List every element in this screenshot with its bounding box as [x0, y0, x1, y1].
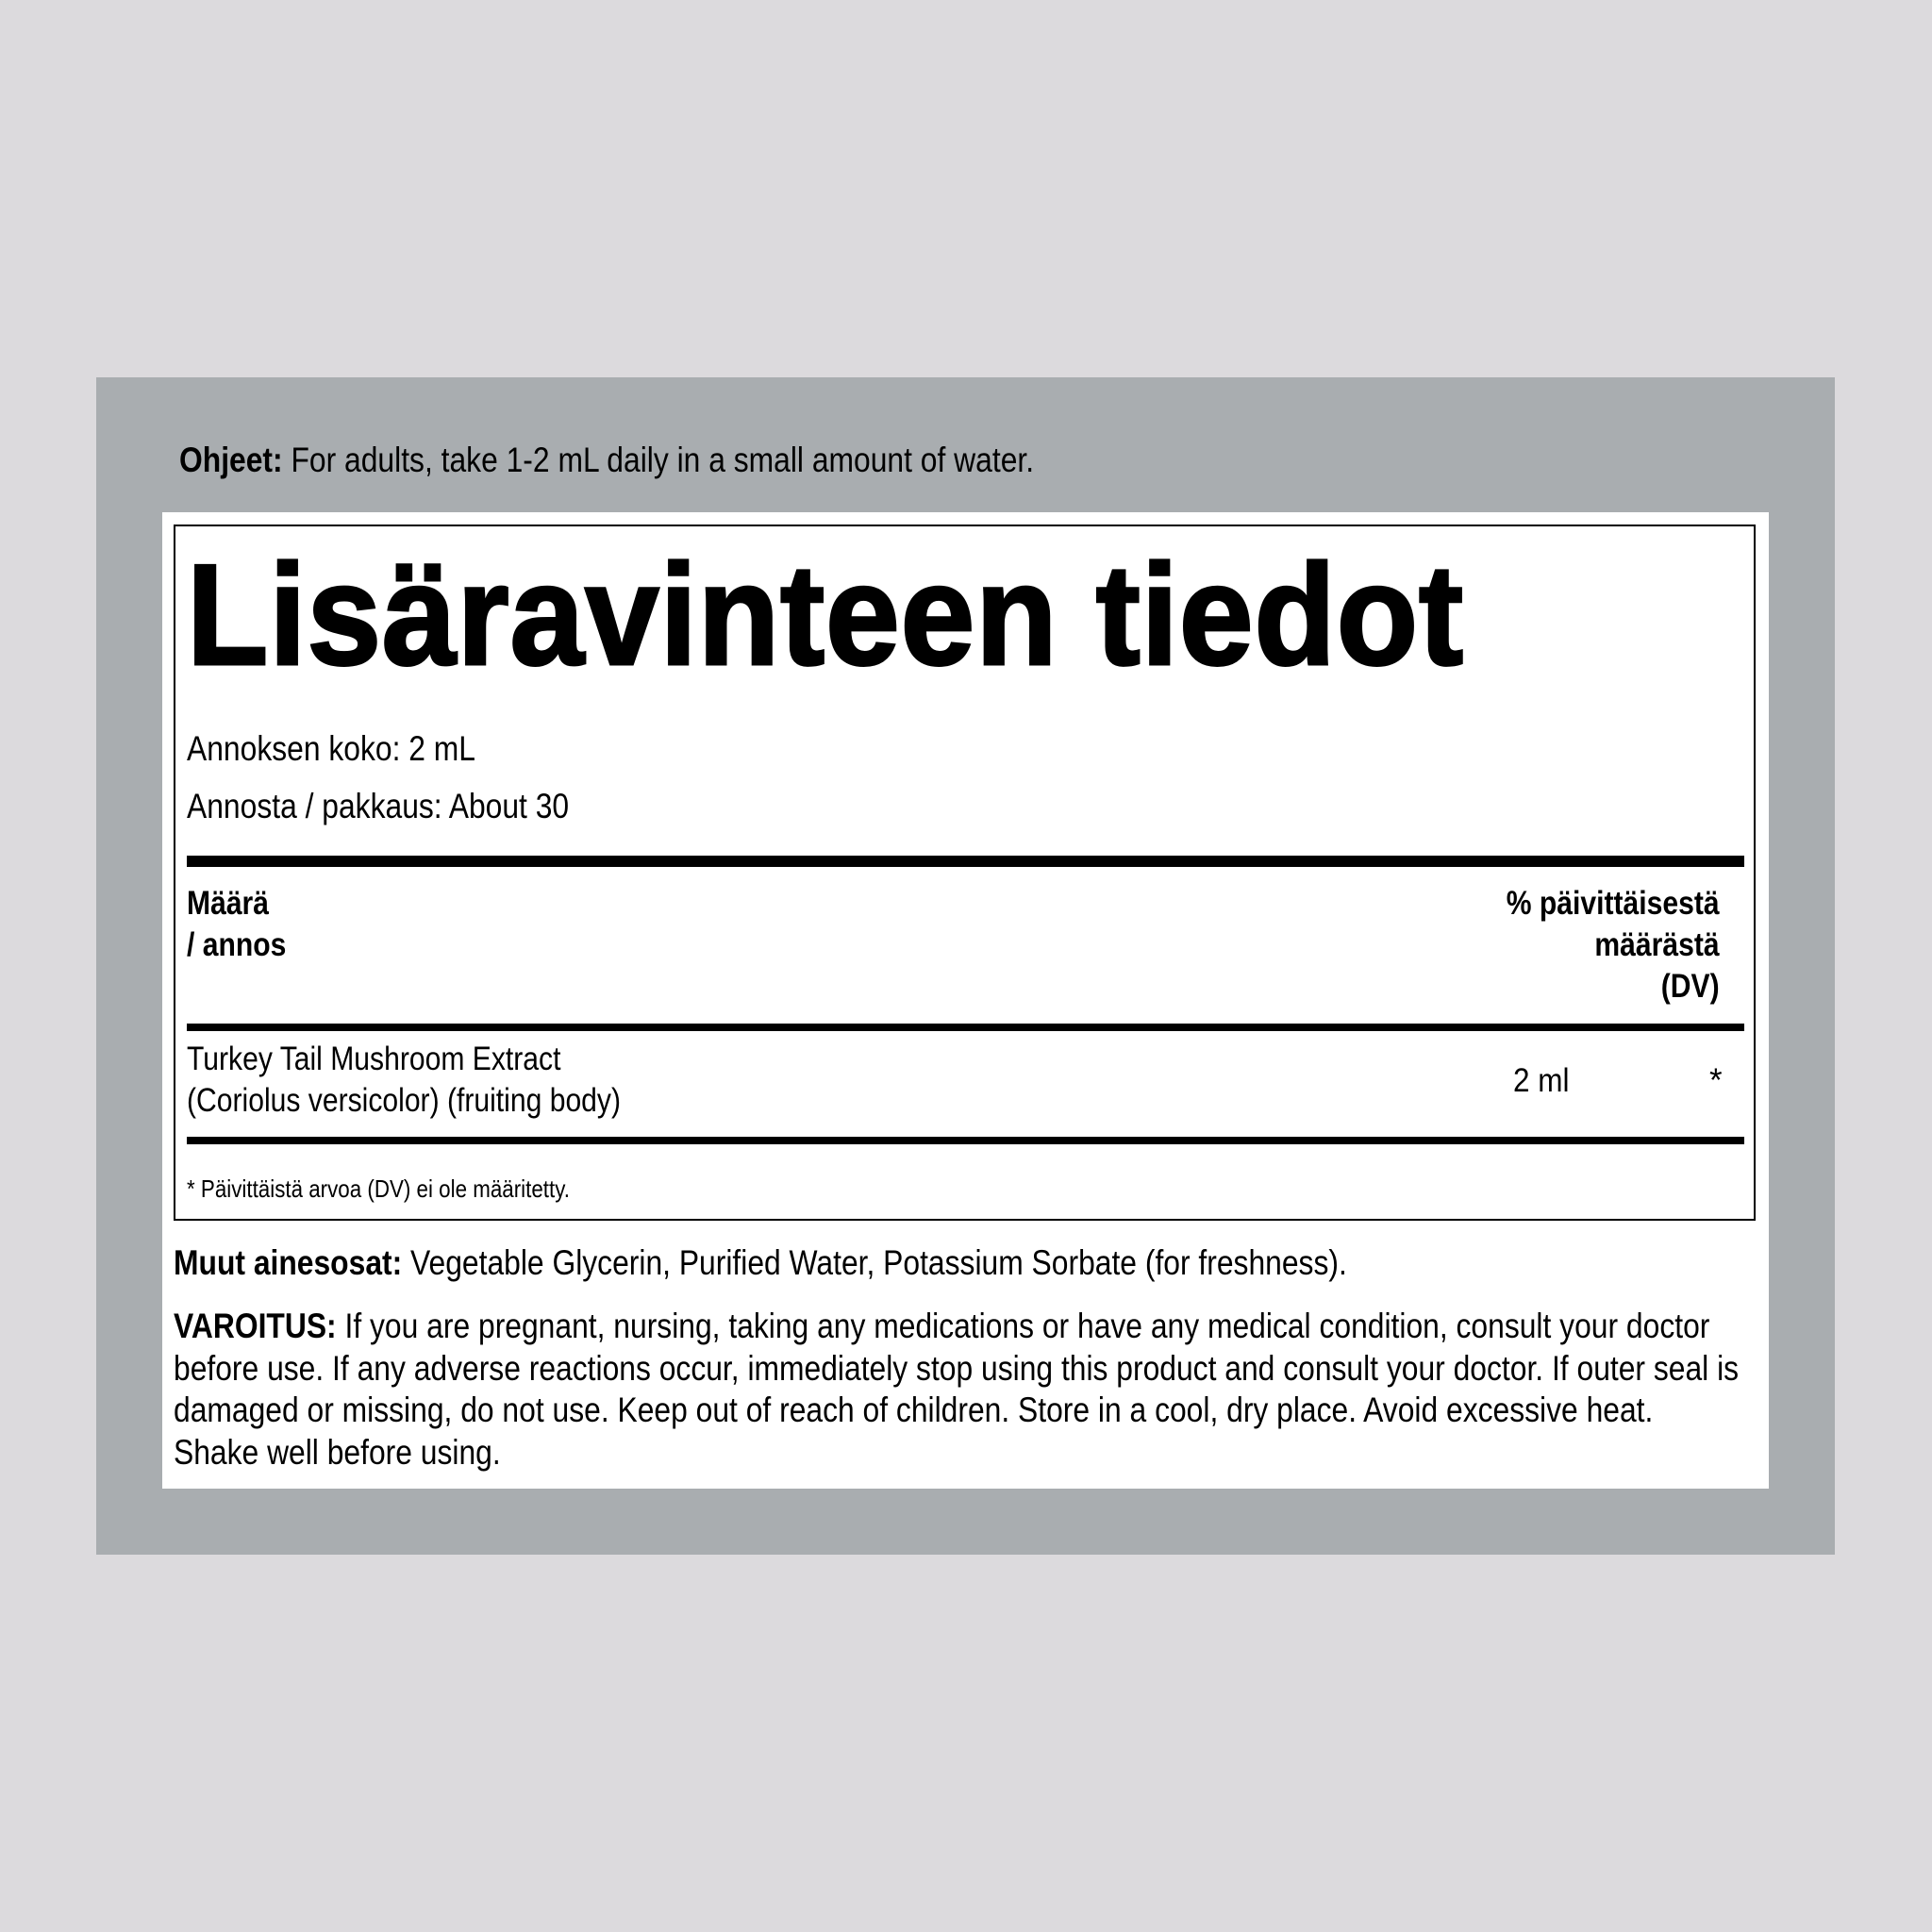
amount-header-line2: / annos	[187, 926, 287, 963]
warning-paragraph	[174, 1306, 1740, 1474]
directions-line	[179, 439, 1034, 482]
daily-value-header	[1507, 883, 1720, 1008]
label-card	[162, 512, 1769, 1489]
supplement-facts-box	[174, 525, 1756, 1221]
ingredient-amount: 2 ml	[1513, 1062, 1570, 1099]
supplement-facts-title: Lisäravinteen tiedot	[187, 535, 1465, 695]
ingredient-name-line1: Turkey Tail Mushroom Extract	[187, 1041, 561, 1077]
servings-per-container: Annosta / pakkaus: About 30	[187, 787, 570, 825]
directions-label: Ohjeet:	[179, 441, 283, 479]
dv-header-line2: määrästä	[1594, 926, 1720, 963]
label-panel	[96, 377, 1835, 1555]
other-ingredients-text: Vegetable Glycerin, Purified Water, Potassium Sorbate (for freshness).	[402, 1243, 1347, 1282]
other-ingredients	[174, 1241, 1347, 1285]
amount-per-serving-header	[187, 883, 286, 966]
thick-divider-top	[187, 856, 1744, 867]
warning-text: If you are pregnant, nursing, taking any medications or have any medical condition, consult your doctor before use. If any adverse reactions occur, immediately stop using this product and consult your doctor. If outer seal is damaged or missing, do not use. Keep out of reach of children. Store in a cool, dry place. Avoid excessive heat. Shake well before using.	[174, 1307, 1740, 1472]
amount-header-line1: Määrä	[187, 885, 270, 922]
ingredient-name-line2: (Coriolus versicolor) (fruiting body)	[187, 1082, 622, 1119]
other-ingredients-label: Muut ainesosat:	[174, 1243, 403, 1282]
serving-size: Annoksen koko: 2 mL	[187, 729, 476, 768]
divider-header	[187, 1024, 1744, 1031]
directions-text: For adults, take 1-2 mL daily in a small amount of water.	[282, 441, 1035, 479]
dv-header-line1: % päivittäisestä	[1507, 885, 1720, 922]
ingredient-daily-value: *	[1709, 1062, 1723, 1099]
ingredient-name	[187, 1039, 621, 1122]
divider-bottom	[187, 1137, 1744, 1144]
dv-header-line3: (DV)	[1661, 968, 1720, 1005]
warning-label: VAROITUS:	[174, 1307, 337, 1345]
daily-value-footnote: * Päivittäistä arvoa (DV) ei ole määritetty.	[187, 1174, 570, 1203]
